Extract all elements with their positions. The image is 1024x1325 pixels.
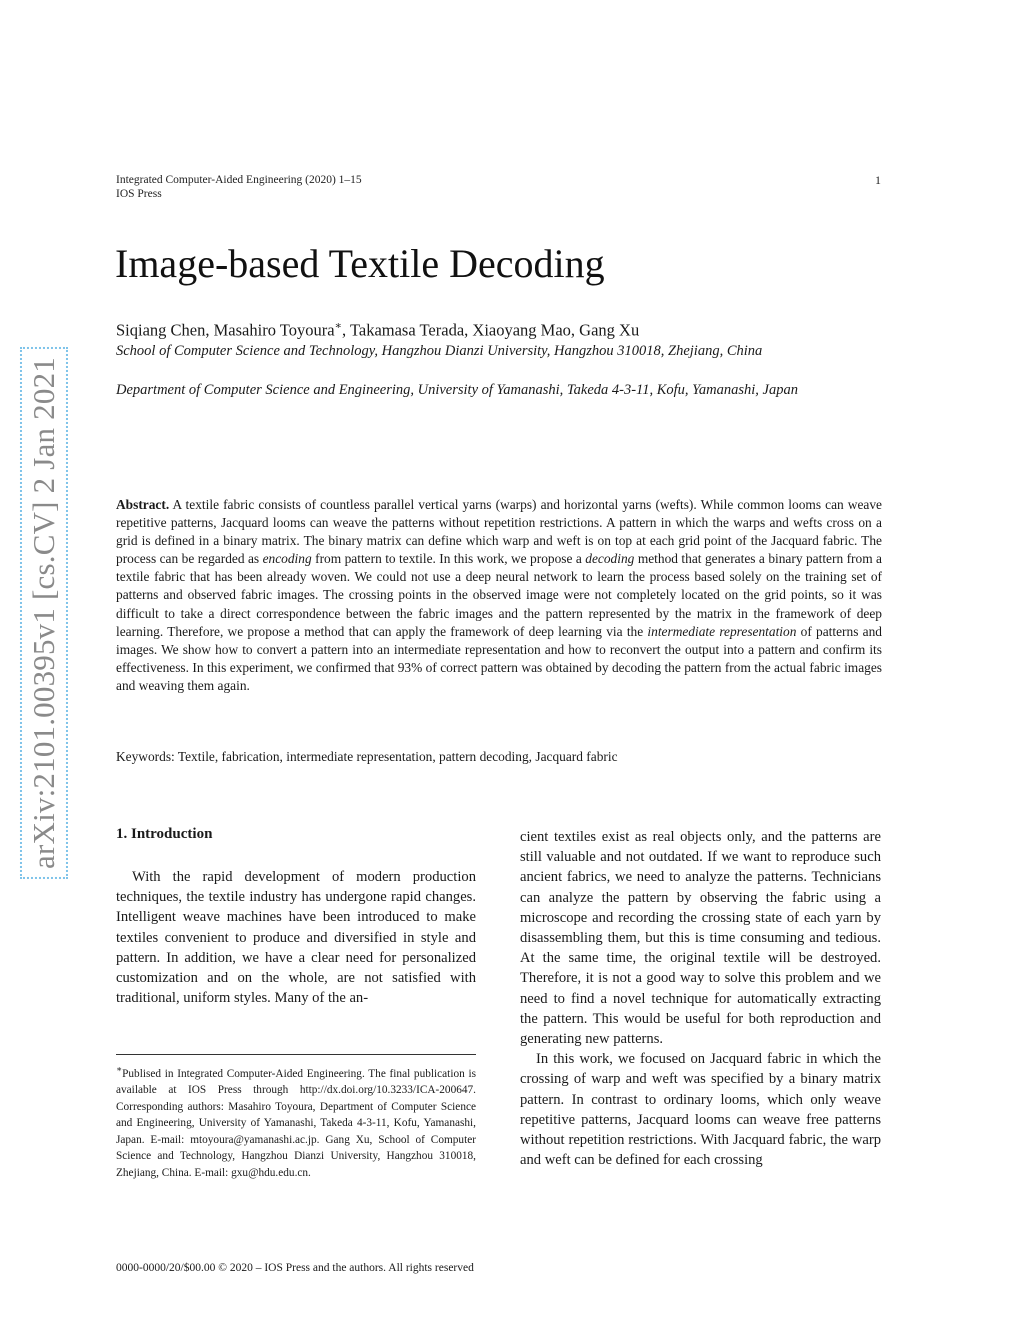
author-names-rest: , Takamasa Terada, Xiaoyang Mao, Gang Xu [342, 320, 640, 340]
journal-name: Integrated Computer-Aided Engineering (2020) 1–15 [116, 174, 362, 186]
intro-paragraph-1: With the rapid development of modern production techniques, the textile industry has undergone rapid changes. Intelligent weave machines have been introduced to make textiles convenient to produce and diversified in style and pattern. In addition, we have a clear need for personalized customization and on the whole, are not satisfied with traditional, uniform styles. Many of the an- [116, 869, 476, 1007]
abstract-text-1: A textile fabric consists of countless parallel vertical yarns (warps) and horizontal yarns (wefts). While common looms can weave repetitive patterns, Jacquard looms can weave the patterns without repetition restrictions. A pattern in which the warps and wefts cross on a grid is defined in a binary matrix. The binary matrix can define which warp and weft is on top at each grid point of the Jacquard fabric. The process can be regarded as [116, 497, 882, 567]
intro-paragraph-1-continued: cient textiles exist as real objects only, and the patterns are still valuable and not outdated. If we want to reproduce such ancient fabrics, we need to analyze the patterns. Technicians can analyze the pattern by observing the fabric using a microscope and recording the crossing state of each yarn by disassembling them, but this is time consuming and tedious. At the same time, the original textile will be destroyed. Therefore, it is not a good way to solve this problem and we need to find a novel technique for automatically extracting the pattern. This would be useful for both reproduction and generating new patterns. [520, 829, 881, 1048]
right-column [520, 827, 881, 1170]
arxiv-stamp-label[interactable]: arXiv:2101.00395v1 [cs.CV] 2 Jan 2021 [26, 353, 62, 873]
abstract-text-4: of patterns and images. We show how to convert a pattern into an intermediate representation and how to reconvert the output into a pattern and confirm its effectiveness. In this experiment, we confirmed that 93% of correct pattern was obtained by decoding the pattern from the actual fabric images and weaving them again. [116, 623, 882, 693]
keywords: Keywords: Textile, fabrication, intermediate representation, pattern decoding, Jacquard fabric [116, 749, 618, 764]
page-number: 1 [875, 173, 881, 187]
footnote [116, 1061, 476, 1181]
footnote-mark: ∗ [116, 1064, 123, 1074]
author-list [116, 316, 639, 341]
corresponding-author-mark: ∗ [334, 320, 342, 332]
abstract-label: Abstract. [116, 497, 170, 512]
abstract-emphasis-encoding: encoding [262, 551, 312, 567]
journal-header [116, 173, 362, 201]
footnote-rule [116, 1054, 476, 1055]
author-names-first: Siqiang Chen, Masahiro Toyoura [116, 320, 335, 340]
abstract-emphasis-decoding: decoding [585, 551, 635, 567]
abstract [116, 496, 882, 695]
copyright-line: 0000-0000/20/$00.00 © 2020 – IOS Press and the authors. All rights reserved [116, 1262, 474, 1274]
affiliation-2: Department of Computer Science and Engineering, University of Yamanashi, Takeda 4-3-11, Kofu, Yamanashi, Japan [116, 382, 798, 398]
abstract-text-3: method that generates a binary pattern from a textile fabric that has been already woven. We could not use a deep neural network to learn the process based solely on the training set of patterns and observed fabric images. The crossing points in the observed image were not completely located on the grid points, so it was difficult to take a direct correspondence between the fabric images and the pattern represented by the matrix in the framework of deep learning. Therefore, we propose a method that can apply the framework of deep learning via the [116, 551, 882, 639]
section-heading-introduction: 1. Introduction [116, 826, 213, 842]
abstract-emphasis-intermediate: intermediate representation [647, 623, 797, 639]
arxiv-stamp[interactable] [22, 323, 66, 903]
left-column [116, 867, 476, 1008]
affiliation-1: School of Computer Science and Technology, Hangzhou Dianzi University, Hangzhou 310018, Zhejiang, China [116, 343, 763, 359]
publisher-name: IOS Press [116, 188, 162, 200]
footnote-text: Publised in Integrated Computer-Aided Engineering. The final publication is available at IOS Press through http://dx.doi.org/10.3233/ICA-200647. Corresponding authors: Masahiro Toyoura, Department of Computer Science and Engineering, University of Yamanashi, Takeda 4-3-11, Kofu, Yamanashi, Japan. E-mail: mtoyoura@yamanashi.ac.jp. Gang Xu, School of Computer Science and Technology, Hangzhou Dianzi University, Hangzhou 310018, Zhejiang, China. E-mail: gxu@hdu.edu.cn. [116, 1067, 476, 1179]
abstract-text-2: from pattern to textile. In this work, we propose a [311, 551, 586, 567]
paper-title: Image-based Textile Decoding [115, 241, 605, 286]
intro-paragraph-2: In this work, we focused on Jacquard fabric in which the crossing of warp and weft was specified by a binary matrix pattern. In contrast to ordinary looms, which only weave repetitive patterns, Jacquard looms can weave free patterns without repetition restrictions. With Jacquard fabric, the warp and weft can be defined for each crossing [520, 1051, 881, 1169]
